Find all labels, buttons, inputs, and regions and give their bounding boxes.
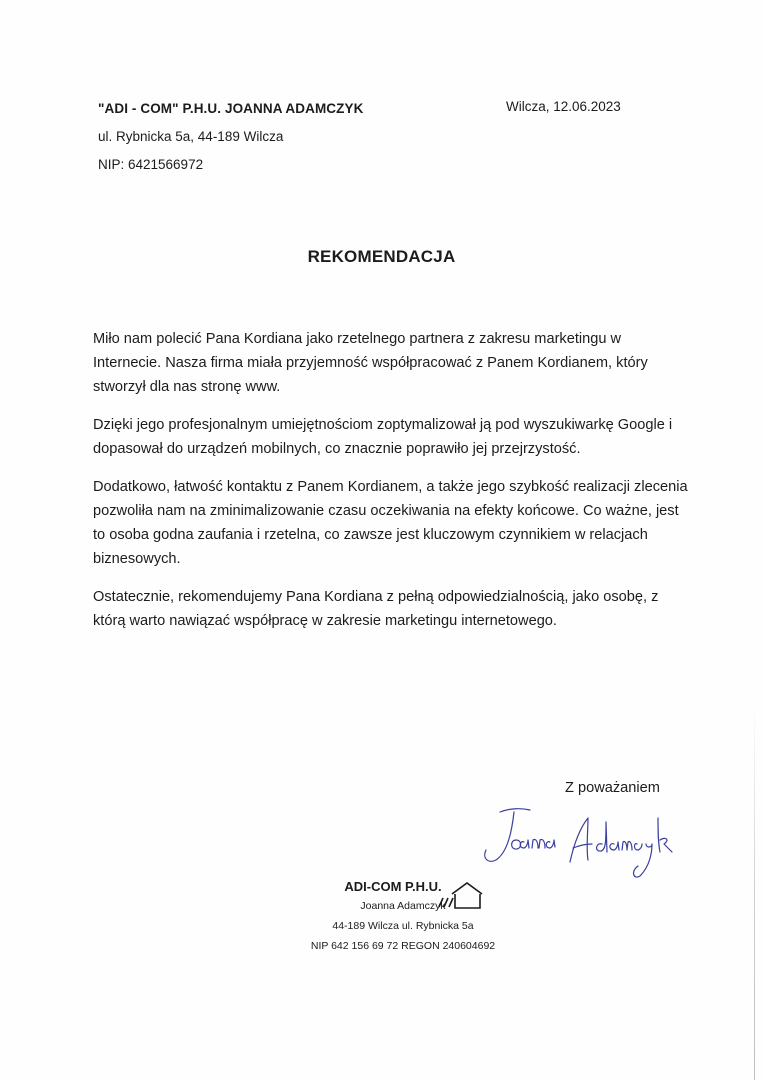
letter-date: Wilcza, 12.06.2023 [506, 99, 621, 114]
sender-nip: NIP: 6421566972 [98, 157, 204, 172]
letter-body [93, 327, 693, 647]
company-stamp [283, 878, 523, 956]
stamp-name: Joanna Adamczyk [360, 900, 446, 912]
sender-address: ul. Rybnicka 5a, 44-189 Wilcza [98, 129, 284, 144]
document-title: REKOMENDACJA [307, 247, 456, 266]
paragraph-2: Dzięki jego profesjonalnym umiejętnościom zoptymalizował ją pod wyszukiwarkę Google i dopasował do urządzeń mobilnych, co znacznie poprawiło jej przejrzystość. [93, 417, 673, 457]
sender-company: "ADI - COM" P.H.U. JOANNA ADAMCZYK [98, 101, 364, 116]
paragraph-3: Dodatkowo, łatwość kontaktu z Panem Kordianem, a także jego szybkość realizacji zlecenia pozwoliła nam na zminimalizowanie czasu oczekiwania na efekty końcowe. Co ważne, jest to osoba godna zaufania i rzetelna, co zawsze jest kluczowym czynnikiem w relacjach biznesowych. [93, 479, 688, 567]
paragraph-4: Ostatecznie, rekomendujemy Pana Kordiana z pełną odpowiedzialnością, jako osobę, z którą warto nawiązać współpracę w zakresie marketingu internetowego. [93, 589, 659, 629]
paragraph-1: Miło nam polecić Pana Kordiana jako rzetelnego partnera z zakresu marketingu w Internecie. Nasza firma miała przyjemność współpracować z Panem Kordianem, który stworzył dla nas stronę www. [93, 331, 648, 395]
stamp-address: 44-189 Wilcza ul. Rybnicka 5a [332, 920, 474, 932]
page-edge-shadow [754, 700, 755, 1080]
stamp-company: ADI-COM P.H.U. [344, 879, 442, 894]
closing-phrase: Z poważaniem [565, 780, 660, 796]
sender-block [98, 95, 363, 179]
stamp-ids: NIP 642 156 69 72 REGON 240604692 [310, 940, 496, 952]
handwritten-signature [470, 800, 710, 885]
